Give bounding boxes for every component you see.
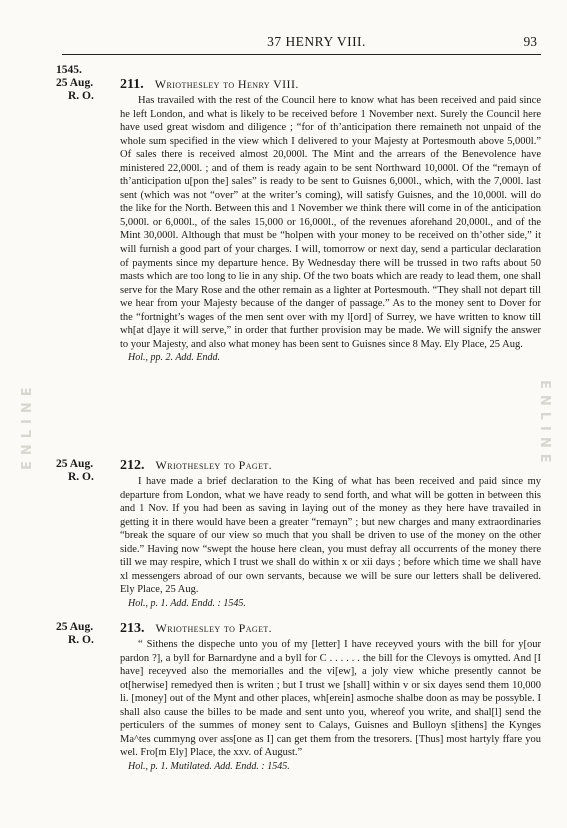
watermark-right: ENLINE bbox=[537, 380, 552, 469]
entry-heading bbox=[120, 458, 541, 473]
calendar-entry bbox=[120, 458, 541, 610]
margin-year: 1545. bbox=[56, 64, 82, 76]
calendar-entry bbox=[120, 77, 541, 364]
margin-source: R. O. bbox=[68, 634, 94, 646]
entry-note: Hol., p. 1. Add. Endd. : 1545. bbox=[128, 597, 246, 609]
watermark-left: ENLINE bbox=[20, 381, 35, 470]
entry-number: 213. bbox=[120, 621, 145, 636]
entry-number: 212. bbox=[120, 458, 145, 473]
margin-date: 25 Aug. bbox=[56, 621, 94, 633]
running-head: 37 HENRY VIII. bbox=[267, 34, 366, 49]
page-number: 93 bbox=[523, 34, 537, 49]
entry-title: Wriothesley to Henry VIII. bbox=[154, 77, 299, 91]
entry-title: Wriothesley to Paget. bbox=[155, 458, 273, 472]
entry-title: Wriothesley to Paget. bbox=[155, 621, 273, 635]
margin-source: R. O. bbox=[68, 471, 94, 483]
entry-margin bbox=[56, 458, 116, 484]
page-header bbox=[62, 30, 541, 55]
entry-text: Has travailed with the rest of the Council here to know what has been received and paid since he left London, and what is likely to be received before 1 November next. Surely the Council here have used great wisdom and diligence ; “for of th’anticipation there remaineth not unpaid of the whole sum specified in the view which I delivered to your Majesty at Portesmouth above 5,000l.” Of sales there is received almost 20,000l. The Mint and the arrears of the Benevolence have ministered 22,000l. ; and of them is ready again to be sent Northward 10,000l. Of the “remayn of th’anticipation u[pon the] sales” is ready to be sent to Guisnes 6,000l., which, with the 7,000l. last sent (which was not “over” at the writer’s coming), will satisfy Guisnes, and the 10,000l. will do the like for the North. Between this and 1 November we think there will come in of the anticipation 5,000l. or 6,000l., of the sales 15,000 or 16,000l., of the revenues aforehand 20,000l., and of the Mint 30,000l. Although that must be “holpen with your money to be received on th’other side,” it will furnish a good part of your charges. I will, tomorrow or next day, send a particular declaration of payments since my departure hence. By Wednesday there will be trussed in two rafts about 50 masts which are too long to lie in any ship. Of the two boats which are ready to lead them, one shall serve for the Mary Rose and the other remain as a lighter at Portesmouth. “They shall not depart till we hear from your Majesty because of the danger of passage.” As to the money sent to Dover for the “fortnight’s wages of the men sent over with my l[ord] of Surrey, we have written to know till wh[at d]aye it will serve,” in order that further provision may be made. We will signify the answer to your Majesty, and also what money has been sent to Guisnes since 8 May. Ely Place, 25 Aug. bbox=[120, 95, 541, 350]
entry-note: Hol., p. 1. Mutilated. Add. Endd. : 1545. bbox=[128, 760, 290, 772]
entry-note: Hol., pp. 2. Add. Endd. bbox=[128, 352, 221, 364]
calendar-entry bbox=[120, 621, 541, 773]
entry-heading bbox=[120, 77, 541, 92]
entry-text: I have made a brief declaration to the King of what has been received and paid since my departure from London, what we have ready to send forth, and what will be gotten in between this and 1 Nov. If you had been as saving in laying out of the money as they here have travailed in getting it in there would have been a greater “remayn” ; but new charges and many extraordinaries “break the square of our view so much that you shall be driven to use of the money on the other side.” Having now “swept the house here clean, you must defray all occurrents of the money there till we may respire, which I trust we shall do within x or xii days ; before which time we shall have xl messengers abroad of our own servants, because we will be sure our letters shall be delivered. Ely Place, 25 Aug. bbox=[120, 476, 541, 596]
entry-margin bbox=[56, 621, 116, 647]
margin-date: 25 Aug. bbox=[56, 458, 94, 470]
entry-number: 211. bbox=[120, 77, 144, 92]
entry-margin bbox=[56, 64, 116, 103]
margin-date: 25 Aug. bbox=[56, 77, 94, 89]
entry-heading bbox=[120, 621, 541, 636]
margin-source: R. O. bbox=[68, 90, 94, 102]
entry-text: “ Sithens the dispeche unto you of my [letter] I have receyved yours with the bill for y[our pardon ?], a byll for Barnardyne and a byll for C . . . . . . the bill for the Clevoys is omytted. And [I have] receyved also the memorialles and the vi[ew], a joly view whiche presently cannot be ot[herwise] remedyed then is writen ; but I trust we [shall] within v or six dayes send them 10,000 li. [money] out of the Mynt and other places, wh[erein] asmoche shalbe doon as may be possyble. I shall also cause the billes to be made and sent unto you, whereof you write, and shal[l] send the perticulers of the summes of money sent to Calays, Guisnes and Bulloyn s[ithens] the Kynges Ma^tes cummyng over ass[one as I] can get them from the tresorers. [Thus] most hartyly ffare you wel. Fro[m Ely] Place, the xxv. of August.” bbox=[120, 639, 541, 759]
